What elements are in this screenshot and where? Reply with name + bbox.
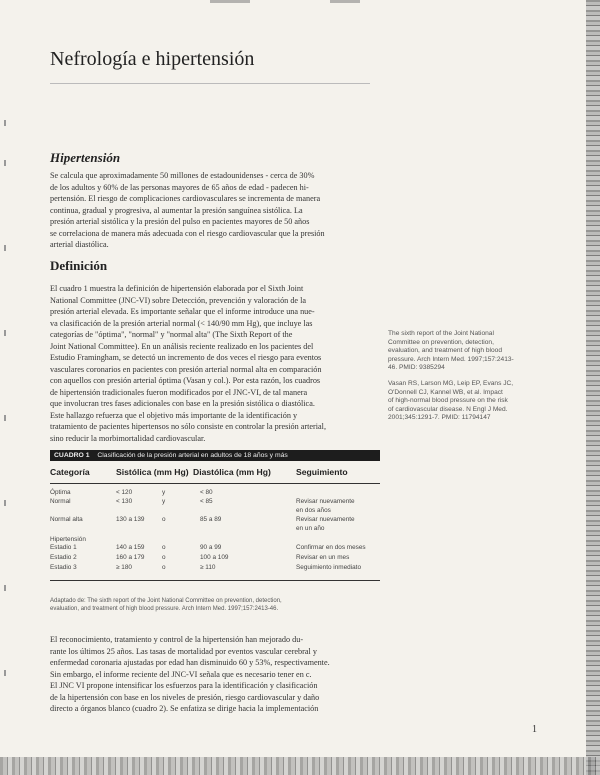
table-row bbox=[50, 554, 380, 563]
table-cell-cat: Estadio 3 bbox=[50, 564, 77, 571]
table-cell-cat: Estadio 2 bbox=[50, 554, 77, 561]
paragraph-line: Estudio Framingham, se detectó un incremento de dos veces el riesgo para eventos bbox=[50, 353, 322, 362]
col-header-categoria: Categoría bbox=[50, 467, 90, 477]
table-row bbox=[50, 498, 380, 507]
table-cell-cat: Óptima bbox=[50, 489, 71, 496]
paragraph-line: Este hallazgo refuerza que el objetivo más importante de la identificación y bbox=[50, 410, 298, 420]
sidenote-line: of cardiovascular disease. N Engl J Med. bbox=[388, 405, 508, 413]
section-heading-hipertension: Hipertensión bbox=[50, 150, 121, 165]
paragraph-line: enfermedad coronaria ajustadas por edad han disminuido 60 y 53%, respectivamente. bbox=[50, 658, 330, 667]
footnote-line: Adaptado de: The sixth report of the Joint National Committee on prevention, detection, bbox=[50, 598, 282, 604]
table-row bbox=[50, 516, 380, 525]
table-cell-seg: en dos años bbox=[296, 507, 331, 514]
page-title: Nefrología e hipertensión bbox=[50, 48, 255, 70]
scan-edge-right bbox=[586, 0, 600, 775]
table-cell-seg: Revisar nuevamente bbox=[296, 498, 355, 505]
scan-edge-bottom bbox=[0, 757, 600, 775]
table-cell-conj: o bbox=[162, 554, 166, 561]
table-cell-seg: Revisar nuevamente bbox=[296, 516, 355, 523]
table-cell-sys: 160 a 179 bbox=[116, 554, 145, 561]
table-cell-seg: Seguimiento inmediato bbox=[296, 564, 362, 571]
paragraph-line: arterial diastólica. bbox=[50, 240, 109, 249]
table-cell-sys: < 130 bbox=[116, 498, 133, 505]
paragraph-line: El cuadro 1 muestra la definición de hipertensión elaborada por el Sixth Joint bbox=[50, 284, 304, 293]
table-cell-seg: en un año bbox=[296, 525, 325, 532]
section-paragraph-1 bbox=[50, 170, 372, 251]
table-row bbox=[50, 564, 380, 573]
section-paragraph-3 bbox=[50, 634, 372, 715]
col-header-sistolica: Sistólica (mm Hg) bbox=[116, 467, 189, 477]
paragraph-line: de hipertensión tradicionales fueron modificados por el JNC-VI, de tal manera bbox=[50, 387, 308, 397]
table-row bbox=[50, 489, 380, 498]
paragraph-line: sino reducir la morbimortalidad cardiovascular. bbox=[50, 433, 206, 443]
table-cell-seg: Confirmar en dos meses bbox=[296, 544, 366, 551]
paragraph-line: de la hipertensión con base en los niveles de presión, riesgo cardiovascular y daño bbox=[50, 692, 320, 702]
sidenote-line: The sixth report of the Joint National bbox=[388, 330, 494, 337]
sidenote-line: Committee on prevention, detection, bbox=[388, 338, 494, 346]
sidenote-line: Vasan RS, Larson MG, Leip EP, Evans JC, bbox=[388, 380, 514, 387]
paragraph-line: El reconocimiento, tratamiento y control de la hipertensión han mejorado du- bbox=[50, 635, 304, 644]
paragraph-line: va clasificación de la presión arterial normal (< 140/90 mm Hg), que incluye las bbox=[50, 318, 313, 328]
table-body bbox=[50, 484, 380, 581]
sidenote-line: evaluation, and treatment of high blood bbox=[388, 347, 503, 355]
page-number: 1 bbox=[532, 724, 537, 735]
table-caption-text: Clasificación de la presión arterial en adultos de 18 años y más bbox=[97, 452, 288, 459]
paragraph-line: Sin embargo, el informe reciente del JNC-VI señala que es necesario tener en c. bbox=[50, 669, 312, 679]
sidenote-line: 46. PMID: 9385294 bbox=[388, 364, 445, 372]
table-footnote bbox=[50, 597, 380, 613]
paragraph-line: directo a órganos blanco (cuadro 2). Se enfatiza se dirige hacia la implementación bbox=[50, 704, 319, 713]
paragraph-line: se correlaciona de manera más adecuada con el riesgo cardiovascular que la presión bbox=[50, 228, 325, 238]
table-cell-conj: y bbox=[162, 489, 166, 496]
table-cell-conj: o bbox=[162, 564, 166, 571]
paragraph-line: continua, gradual y progresiva, al aumentar la presión sanguínea sistólica. La bbox=[50, 205, 303, 215]
scan-artifact bbox=[210, 0, 250, 3]
title-rule bbox=[50, 83, 370, 84]
paragraph-line: El JNC VI propone intensificar los esfuerzos para la identificación y clasificación bbox=[50, 681, 318, 690]
table-cell-dia: 100 a 109 bbox=[200, 554, 229, 561]
paragraph-line: Se calcula que aproximadamente 50 millones de estadounidenses - cerca de 30% bbox=[50, 171, 315, 180]
paragraph-line: de los adultos y 60% de las personas mayores de 65 años de edad - padecen hi- bbox=[50, 182, 309, 192]
sidenote-reference-1 bbox=[388, 330, 578, 373]
table-cell-cat: Estadio 1 bbox=[50, 544, 77, 551]
paragraph-line: categorías de "óptima", "normal" y "normal alta" (The Sixth Report of the bbox=[50, 330, 293, 339]
table-row bbox=[50, 544, 380, 553]
table-cell-sys: 140 a 159 bbox=[116, 544, 145, 551]
paragraph-line: Joint National Committee). En un análisis reciente realizado en los pacientes del bbox=[50, 341, 314, 351]
col-header-diastolica: Diastólica (mm Hg) bbox=[193, 467, 271, 477]
table-cell-dia: < 80 bbox=[200, 489, 213, 496]
paragraph-line: tratamiento de pacientes hipertensos no sólo consiste en controlar la presión arterial, bbox=[50, 422, 327, 431]
table-cell-cat: Normal alta bbox=[50, 516, 83, 523]
left-margin-marks bbox=[4, 0, 8, 775]
table-header bbox=[50, 461, 380, 484]
table-cell-cat: Hipertensión bbox=[50, 536, 86, 543]
table-cell-cat: Normal bbox=[50, 498, 71, 505]
section-heading-definicion: Definición bbox=[50, 258, 108, 273]
table-cell-sys: < 120 bbox=[116, 489, 133, 496]
sidenote-line: O'Donnell CJ, Kannel WB, et al. Impact bbox=[388, 388, 503, 396]
table-cell-conj: y bbox=[162, 498, 166, 505]
table-cuadro-1 bbox=[50, 450, 380, 581]
table-cell-conj: o bbox=[162, 516, 166, 523]
paragraph-line: con aquellos con presión arterial óptima (Vasan y col.). Por esta razón, los cuadros bbox=[50, 376, 321, 385]
paragraph-line: rante los últimos 25 años. Las tasas de mortalidad por eventos vascular cerebral y bbox=[50, 646, 317, 656]
sidenote-line: pressure. Arch Intern Med. 1997;157:2413- bbox=[388, 355, 514, 363]
table-cell-dia: 85 a 89 bbox=[200, 516, 222, 523]
table-cell-seg: Revisar en un mes bbox=[296, 554, 350, 561]
sidenote-reference-2 bbox=[388, 380, 578, 423]
section-paragraph-2 bbox=[50, 283, 372, 444]
table-caption bbox=[50, 450, 380, 461]
paragraph-line: National Committee (JNC-VI) sobre Detección, prevención y valoración de la bbox=[50, 295, 306, 305]
table-cell-dia: < 85 bbox=[200, 498, 213, 505]
table-cell-dia: ≥ 110 bbox=[200, 564, 216, 571]
table-row bbox=[50, 525, 380, 534]
scan-artifact bbox=[330, 0, 360, 3]
table-row bbox=[50, 507, 380, 516]
paragraph-line: presión arterial elevada. Es importante señalar que el informe introduce una nue- bbox=[50, 307, 315, 316]
table-cell-sys: 130 a 139 bbox=[116, 516, 145, 523]
table-cell-sys: ≥ 180 bbox=[116, 564, 132, 571]
table-caption-label: CUADRO 1 bbox=[54, 452, 90, 459]
table-cell-conj: o bbox=[162, 544, 166, 551]
col-header-seguimiento: Seguimiento bbox=[296, 467, 348, 477]
table-cell-dia: 90 a 99 bbox=[200, 544, 222, 551]
sidenote-line: of high-normal blood pressure on the risk bbox=[388, 397, 508, 405]
paragraph-line: que involucran tres fases adicionales con base en la presión sistólica o diastólica. bbox=[50, 399, 315, 408]
sidenote-line: 2001;345:1291-7. PMID: 11794147 bbox=[388, 414, 491, 422]
paragraph-line: vasculares coronarios en pacientes con presión arterial normal alta en comparación bbox=[50, 364, 322, 374]
footnote-line: evaluation, and treatment of high blood pressure. Arch Intern Med. 1997;157:2413-46. bbox=[50, 606, 279, 612]
paragraph-line: pertensión. El riesgo de complicaciones cardiovasculares se incrementa de manera bbox=[50, 194, 321, 203]
paragraph-line: presión arterial sistólica y la presión del pulso en pacientes mayores de 50 años bbox=[50, 217, 310, 226]
